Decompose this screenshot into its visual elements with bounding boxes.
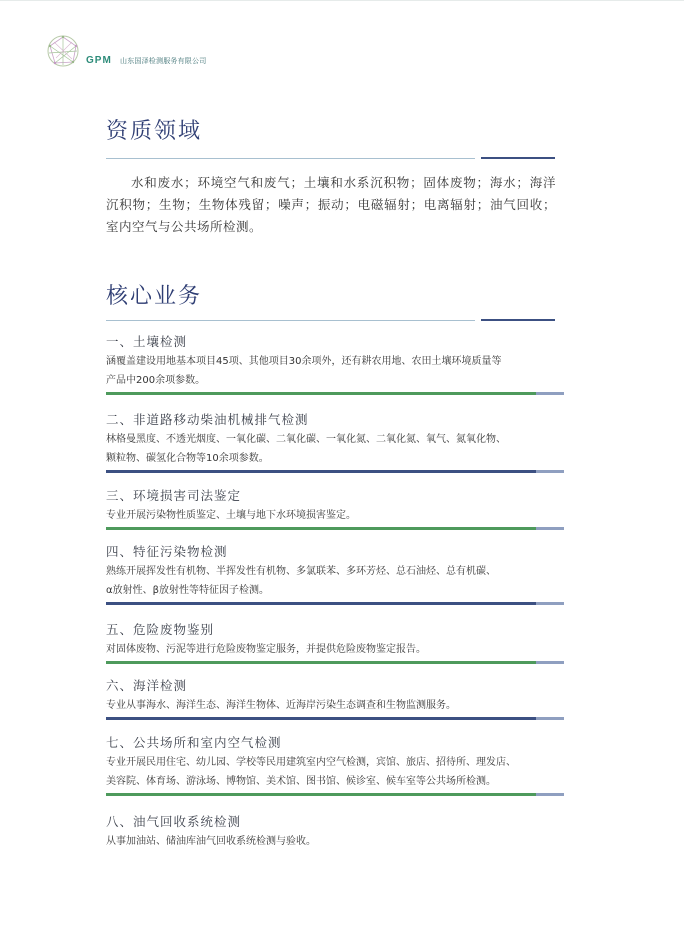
business-item-divider bbox=[106, 661, 564, 664]
core-title-accent bbox=[481, 319, 555, 321]
business-item-description: 专业开展污染物性质鉴定、土壤与地下水环境损害鉴定。 bbox=[106, 510, 356, 521]
business-item-divider bbox=[106, 602, 564, 605]
logo-company-name: 山东国泽检测服务有限公司 bbox=[120, 57, 207, 65]
business-item-title: 六、海洋检测 bbox=[106, 678, 188, 693]
business-item-title: 七、公共场所和室内空气检测 bbox=[106, 735, 282, 750]
qualification-section-title: 资质领域 bbox=[106, 119, 203, 144]
core-title-divider bbox=[106, 320, 475, 321]
business-item-divider bbox=[106, 527, 564, 530]
business-item bbox=[106, 677, 564, 715]
business-item-description: 从事加油站、储油库油气回收系统检测与验收。 bbox=[106, 836, 316, 847]
business-item bbox=[106, 333, 564, 390]
business-item-description: 专业开展民用住宅、幼儿园、学校等民用建筑室内空气检测，宾馆、旅店、招待所、理发店、 bbox=[106, 757, 516, 768]
business-item-title: 一、土壤检测 bbox=[106, 334, 188, 349]
business-item bbox=[106, 734, 564, 791]
business-item bbox=[106, 813, 564, 851]
business-item-divider bbox=[106, 470, 564, 473]
core-section-title: 核心业务 bbox=[106, 284, 203, 309]
business-item bbox=[106, 543, 564, 600]
business-item bbox=[106, 487, 564, 525]
qualification-paragraph: 水和废水；环境空气和废气；土壤和水系沉积物；固体废物；海水；海洋沉积物；生物；生物体残留；噪声；振动；电磁辐射；电离辐射；油气回收；室内空气与公共场所检测。 bbox=[106, 175, 556, 234]
logo-globe-icon bbox=[46, 34, 80, 68]
business-item-title: 二、非道路移动柴油机械排气检测 bbox=[106, 412, 309, 427]
business-item bbox=[106, 621, 564, 659]
business-item-description: 对固体废物、污泥等进行危险废物鉴定服务，并提供危险废物鉴定报告。 bbox=[106, 644, 426, 655]
top-border bbox=[0, 0, 684, 1]
business-item-description: α放射性、β放射性等特征因子检测。 bbox=[106, 585, 269, 596]
business-item-divider bbox=[106, 793, 564, 796]
business-item-title: 三、环境损害司法鉴定 bbox=[106, 488, 242, 503]
business-item-description: 涵覆盖建设用地基本项目45项、其他项目30余项外，还有耕农用地、农田土壤环境质量等 bbox=[106, 356, 502, 367]
business-item bbox=[106, 411, 564, 468]
business-item-title: 五、危险废物鉴别 bbox=[106, 622, 215, 637]
business-item-description: 专业从事海水、海洋生态、海洋生物体、近海岸污染生态调查和生物监测服务。 bbox=[106, 700, 456, 711]
logo-brand-text: GPM bbox=[86, 55, 112, 66]
business-item-description: 林格曼黑度、不透光烟度、一氧化碳、二氧化碳、一氧化氮、二氧化氮、氧气、氮氧化物、 bbox=[106, 434, 506, 445]
business-item-divider bbox=[106, 392, 564, 395]
business-item-title: 八、油气回收系统检测 bbox=[106, 814, 242, 829]
business-item-description: 熟练开展挥发性有机物、半挥发性有机物、多氯联苯、多环芳烃、总石油烃、总有机碳、 bbox=[106, 566, 496, 577]
business-item-description: 颗粒物、碳氢化合物等10余项参数。 bbox=[106, 453, 269, 464]
qualification-title-divider bbox=[106, 158, 475, 159]
business-item-title: 四、特征污染物检测 bbox=[106, 544, 228, 559]
qualification-title-accent bbox=[481, 157, 555, 159]
business-item-description: 美容院、体育场、游泳场、博物馆、美术馆、图书馆、候诊室、候车室等公共场所检测。 bbox=[106, 776, 496, 787]
business-item-divider bbox=[106, 717, 564, 720]
business-item-description: 产品中200余项参数。 bbox=[106, 375, 206, 386]
